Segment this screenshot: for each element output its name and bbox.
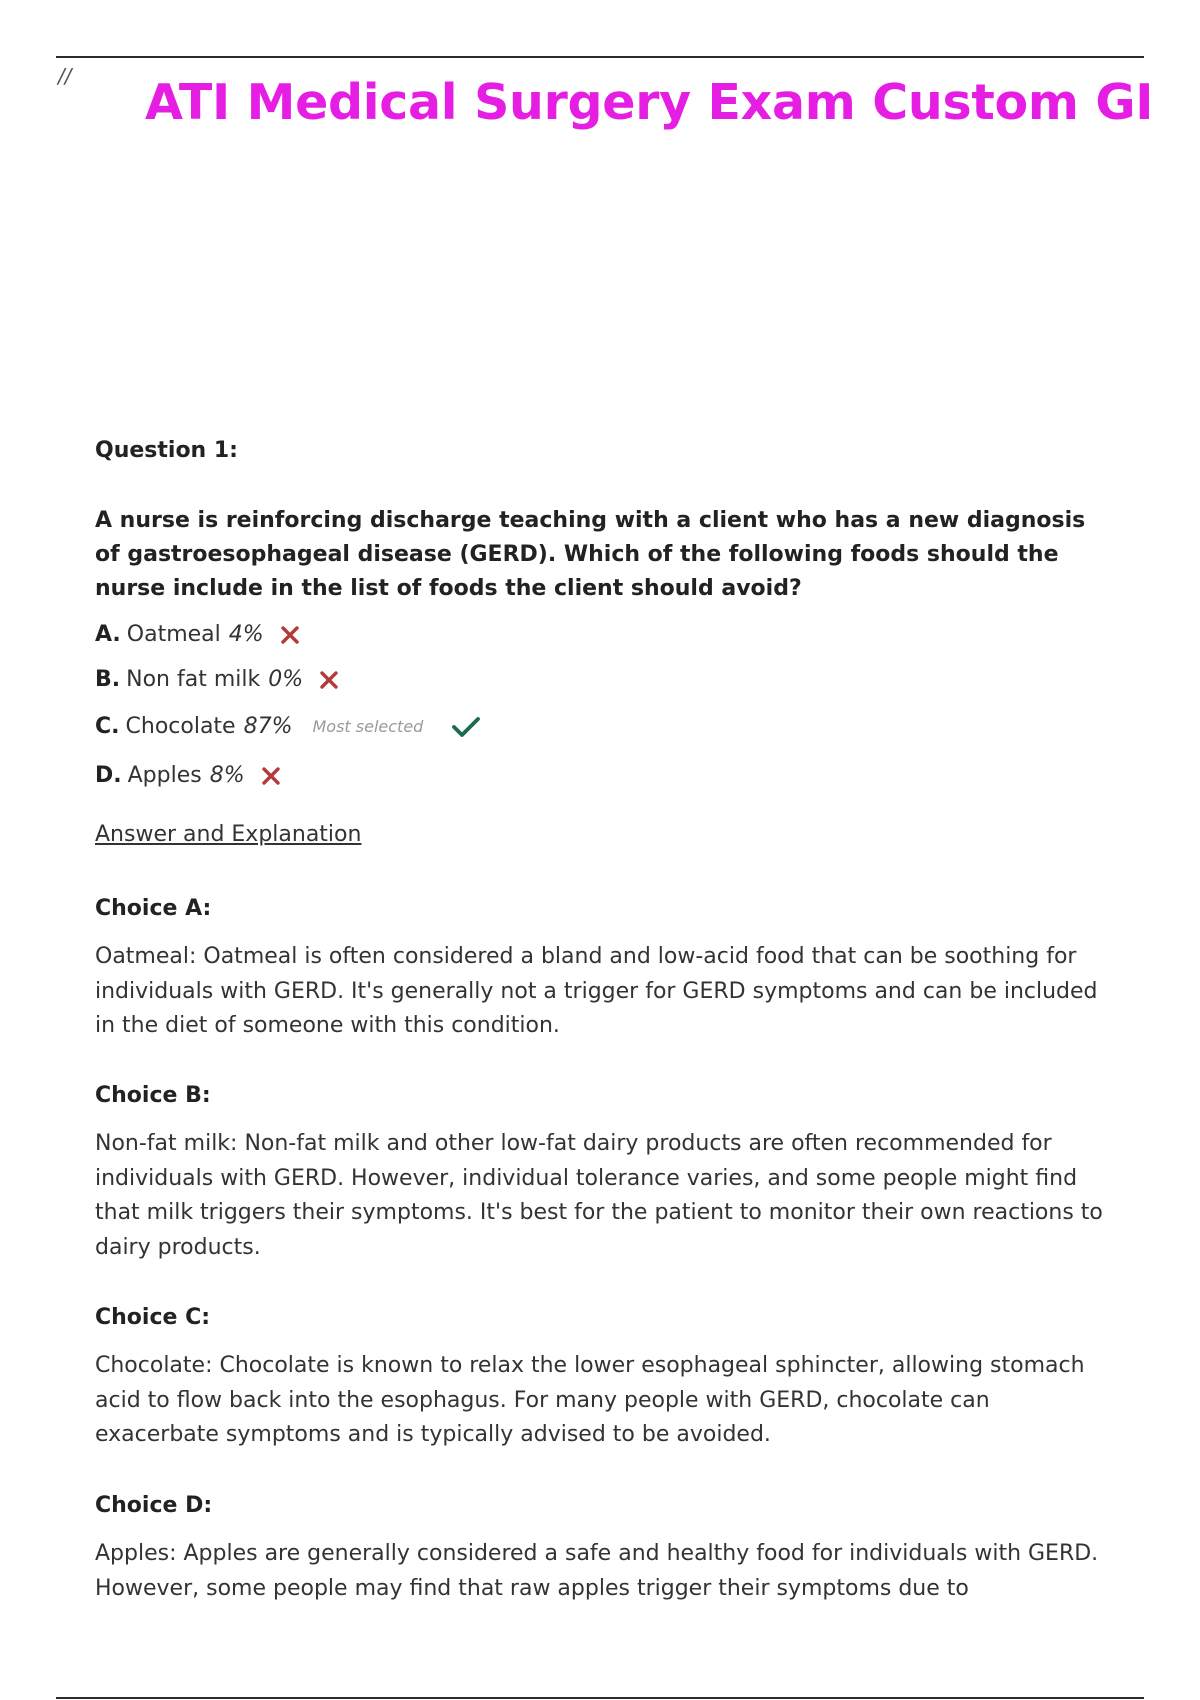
choice-c-explanation: Chocolate: Chocolate is known to relax the lower esophageal sphincter, allowing stomach acid to flow back into the esophagus. For many people with GERD, chocolate can exacerbate symptoms and is typically advised to be avoided. bbox=[95, 1353, 1085, 1447]
check-icon bbox=[451, 715, 481, 739]
choice-b-heading: Choice B: bbox=[95, 1083, 211, 1108]
choice-b-explanation: Non-fat milk: Non-fat milk and other low-fat dairy products are often recommended for individuals with GERD. However, individual tolerance varies, and some people might find that milk triggers their symptoms. It's best for the patient to monitor their own reactions to dairy products. bbox=[95, 1131, 1103, 1260]
choice-letter: D. bbox=[95, 763, 122, 788]
choice-letter: B. bbox=[95, 667, 121, 692]
choice-label: Oatmeal bbox=[126, 622, 221, 647]
document-title: ATI Medical Surgery Exam Custom GI bbox=[145, 74, 1154, 131]
choice-a-heading: Choice A: bbox=[95, 896, 212, 921]
choice-a[interactable] bbox=[95, 622, 300, 647]
choice-percent: 4% bbox=[228, 622, 264, 647]
bottom-rule bbox=[56, 1697, 1144, 1699]
x-icon bbox=[280, 625, 300, 645]
choice-d-heading: Choice D: bbox=[95, 1493, 213, 1518]
choice-c[interactable] bbox=[95, 714, 481, 739]
choice-label: Non fat milk bbox=[126, 667, 261, 692]
x-icon bbox=[319, 670, 339, 690]
choice-a-explanation: Oatmeal: Oatmeal is often considered a bland and low-acid food that can be soothing for individuals with GERD. It's generally not a trigger for GERD symptoms and can be included in the diet of someone with this condition. bbox=[95, 944, 1098, 1038]
page-marker: // bbox=[58, 64, 72, 88]
choice-percent: 87% bbox=[243, 714, 293, 739]
answer-explanation-link[interactable]: Answer and Explanation bbox=[95, 822, 362, 847]
choice-letter: C. bbox=[95, 714, 120, 739]
choice-b[interactable] bbox=[95, 667, 339, 692]
choice-label: Apples bbox=[127, 763, 202, 788]
x-icon bbox=[261, 766, 281, 786]
choice-letter: A. bbox=[95, 622, 121, 647]
choice-c-heading: Choice C: bbox=[95, 1305, 211, 1330]
top-rule bbox=[56, 56, 1144, 58]
choice-percent: 0% bbox=[268, 667, 304, 692]
choice-percent: 8% bbox=[209, 763, 245, 788]
question-label: Question 1: bbox=[95, 438, 238, 463]
question-text: A nurse is reinforcing discharge teaching with a client who has a new diagnosis of gastroesophageal disease (GERD). Which of the following foods should the nurse include in the list of foods the client should avoid? bbox=[95, 508, 1086, 601]
most-selected-note: Most selected bbox=[312, 717, 424, 736]
choice-d[interactable] bbox=[95, 763, 281, 788]
choice-d-explanation: Apples: Apples are generally considered a safe and healthy food for individuals with GERD. However, some people may find that raw apples trigger their symptoms due to bbox=[95, 1541, 1099, 1601]
choice-label: Chocolate bbox=[125, 714, 236, 739]
